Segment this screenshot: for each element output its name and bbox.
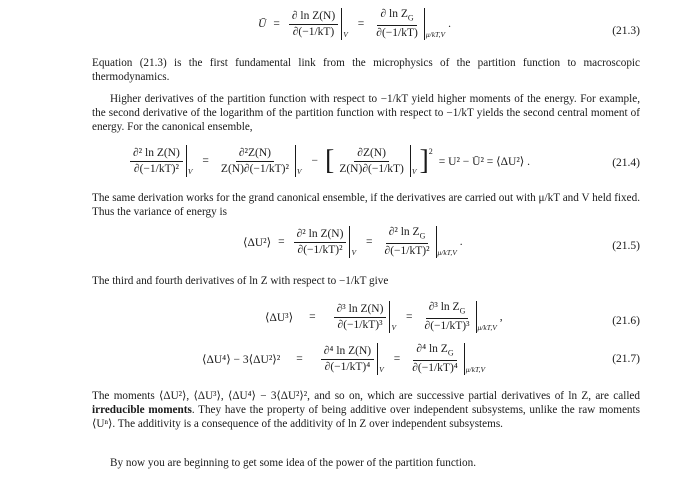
paragraph-4: The third and fourth derivatives of ln Z with respect to −1/kT give (92, 275, 389, 287)
equation-number-21-6: (21.6) (612, 315, 640, 327)
eq-21-3-frac2: $\frac{\partial \ln Z_G}{\partial(-1/kT)}$ (376, 8, 418, 40)
paragraph-6: By now you are beginning to get some idea of the power of the partition function. (110, 457, 476, 469)
irreducible-moments-term: irreducible moments (92, 404, 192, 417)
equation-21-4: $\frac{\text{∂² ln Z(N)}}{\text{∂(−1/kT)²}}$ V = $\frac{\text{∂²Z(N)}}{\text{Z(N)∂(−1/kT)²}}$ V − [ $\frac{\partial Z(N)}{Z(N)\partial(-1/kT)}$ V ] $^2$ = U² − Ū² = ⟨ΔU²⟩ . (128, 145, 530, 177)
equation-21-6: ⟨ΔU³⟩ = $\frac{\text{∂³ ln Z(N)}}{\text{∂(−1/kT)³}}$ V = $\frac{\partial^3 \ln Z_G}{\text{∂(−1/kT)³}}$ μ/kT,V , (265, 301, 503, 333)
equation-number-21-4: (21.4) (612, 157, 640, 169)
eq-21-3-lhs: Ū (258, 18, 267, 31)
equation-number-21-7: (21.7) (612, 353, 640, 365)
equation-21-3: Ū = $\frac{\text{∂ ln Z(N)}}{\partial(-1/kT)}$ V = $\frac{\partial \ln Z_G}{\partial(-1/kT)}$ μ/kT,V . (258, 8, 451, 40)
equation-21-5: ⟨ΔU²⟩ = $\frac{\text{∂² ln Z(N)}}{\text{∂(−1/kT)²}}$ V = $\frac{\partial^2 \ln Z_G}{\text{∂(−1/kT)²}}$ μ/kT,V . (243, 226, 463, 258)
paragraph-1: Equation (21.3) is the first fundamental link from the microphysics of the partition function to macroscopic thermodynamics. (92, 57, 640, 84)
paragraph-2: Higher derivatives of the partition function with respect to −1/kT yield higher moments of the energy. For example, the second derivative of the logarithm of the partition function with respect to −1/kT yields the second central moment of energy. For the canonical ensemble, (92, 93, 640, 134)
equation-21-7: ⟨ΔU⁴⟩ − 3⟨ΔU²⟩² = $\frac{\text{∂⁴ ln Z(N)}}{\text{∂(−1/kT)⁴}}$ V = $\frac{\partial^4 \ln Z_G}{\text{∂(−1/kT)⁴}}$ μ/kT,V (202, 343, 486, 375)
paragraph-3: The same derivation works for the grand canonical ensemble, if the derivatives are carried out with μ/kT and V held fixed. Thus the variance of energy is (92, 192, 640, 219)
equation-number-21-5: (21.5) (612, 240, 640, 252)
paragraph-5: The moments ⟨ΔU²⟩, ⟨ΔU³⟩, ⟨ΔU⁴⟩ − 3⟨ΔU²⟩², and so on, which are successive partial derivatives of ln Z, are called irreducible moments. They have the property of being additive over independent subsystems, unlike the raw moments ⟨Uⁿ⟩. The additivity is a consequence of the additivity of ln Z over independent subsystems. (92, 390, 640, 431)
equation-number-21-3: (21.3) (612, 25, 640, 37)
eq-21-3-frac1: $\frac{\text{∂ ln Z(N)}}{\partial(-1/kT)}$ (289, 10, 338, 39)
